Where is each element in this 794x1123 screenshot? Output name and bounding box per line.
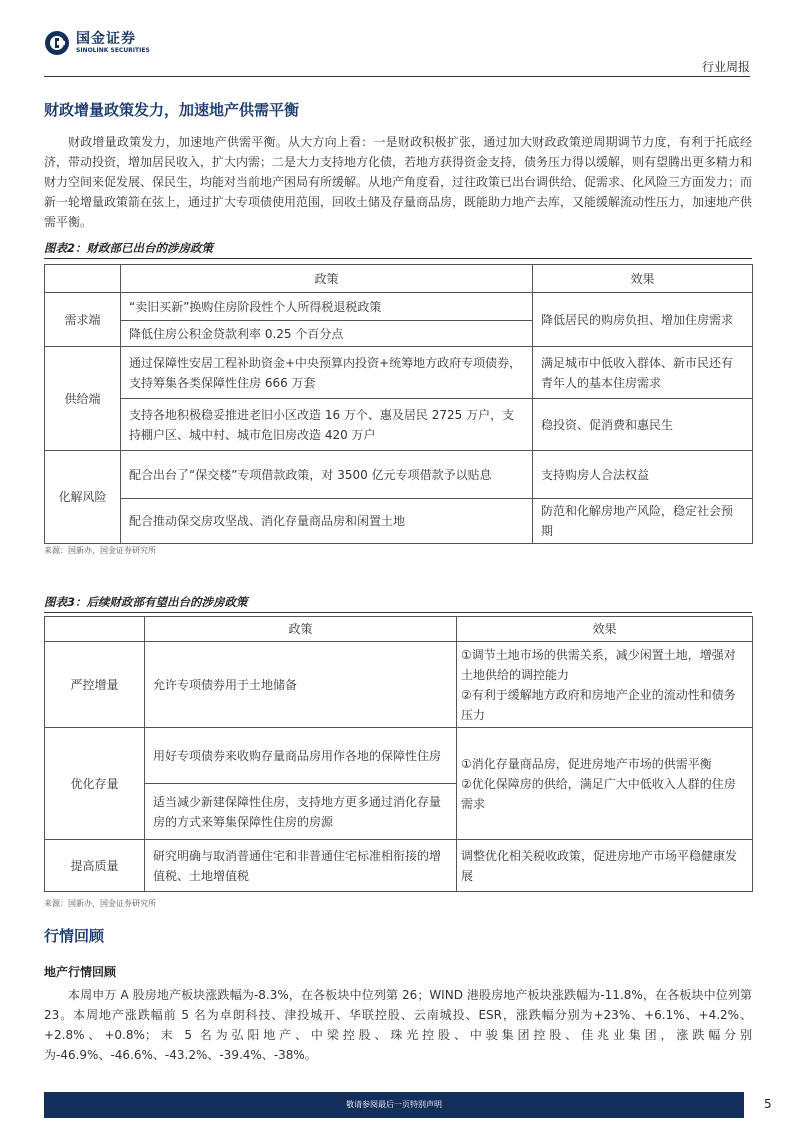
figure3-title: 图表3：后续财政部有望出台的涉房政策 [44,595,248,609]
category-cell: 需求端 [45,293,121,347]
table-header-row [45,617,753,642]
policy-cell: 支持各地积极稳妥推进老旧小区改造 16 万个、惠及居民 2725 万户，支持棚户区、城中村、城市危旧房改造 420 万户 [121,399,533,451]
table-header-effect: 效果 [533,265,753,293]
table-row [45,499,753,544]
section-title-market-review: 行情回顾 [44,927,105,945]
table-header-policy: 政策 [121,265,533,293]
category-cell: 提高质量 [45,840,145,892]
subsection-title-real-estate-market: 地产行情回顾 [44,965,117,979]
figure3-title-rule [44,612,752,613]
footer-disclaimer: 敬请参阅最后一页特别声明 [346,1100,442,1109]
policy-cell: 通过保障性安居工程补助资金+中央预算内投资+统筹地方政府专项债券，支持筹集各类保障性住房 666 万套 [121,347,533,399]
table-row [45,840,753,892]
policy-cell: 用好专项债券来收购存量商品房用作各地的保障性住房 [145,728,457,784]
table-row [45,399,753,451]
effect-cell: 稳投资、促消费和惠民生 [533,399,753,451]
market-review-paragraph: 本周申万 A 股房地产板块涨跌幅为-8.3%，在各板块中位列第 26；WIND 港股房地产板块涨跌幅为-11.8%，在各板块中位列第 23。本周地产涨跌幅前 5 名为卓朗科技、津投城开、华联控股、云南城投、ESR，涨跌幅分别为+23%、+6.1%、+4.2%、+2.8%、+0.8%；末 5 名为弘阳地产、中梁控股、珠光控股、中骏集团控股、佳兆业集团，涨跌幅分别为-46.9%、-46.6%、-43.2%、-39.4%、-38%。 [44,988,752,1062]
table-header-category [45,617,145,642]
figure2-source: 来源：国新办，国金证券研究所 [44,546,156,555]
logo-english-name: SINOLINK SECURITIES [76,46,150,54]
effect-cell: 支持购房人合法权益 [533,451,753,499]
policy-cell: 配合出台了“保交楼”专项借款政策，对 3500 亿元专项借款予以贴息 [121,451,533,499]
policy-cell: 适当减少新建保障性住房，支持地方更多通过消化存量房的方式来筹集保障性住房的房源 [145,784,457,840]
effect-cell: 调整优化相关税收政策，促进房地产市场平稳健康发展 [457,840,753,892]
category-cell: 严控增量 [45,642,145,728]
policy-cell: “卖旧买新”换购住房阶段性个人所得税退税政策 [121,293,533,321]
table-header-category [45,265,121,293]
policy-cell: 允许专项债券用于土地储备 [145,642,457,728]
section-title-fiscal-policy: 财政增量政策发力，加速地产供需平衡 [44,101,300,119]
policy-cell: 配合推动保交房攻坚战、消化存量商品房和闲置土地 [121,499,533,544]
table-row [45,347,753,399]
sinolink-logo-icon [44,30,70,56]
table-header-row [45,265,753,293]
category-cell: 供给端 [45,347,121,451]
logo-chinese-name: 国金证券 [76,30,136,47]
effect-cell: 降低居民的购房负担、增加住房需求 [533,293,753,347]
company-logo [44,30,150,56]
effect-cell: ①调节土地市场的供需关系，减少闲置土地，增强对土地供给的调控能力 ②有利于缓解地方政府和房地产企业的流动性和债务压力 [457,642,753,728]
header-divider [44,76,750,77]
table-header-policy: 政策 [145,617,457,642]
category-cell: 优化存量 [45,728,145,840]
figure2-title: 图表2：财政部已出台的涉房政策 [44,241,213,255]
effect-cell: ①消化存量商品房，促进房地产市场的供需平衡 ②优化保障房的供给，满足广大中低收入人群的住房需求 [457,728,753,840]
report-type: 行业周报 [701,60,750,74]
table-row [45,642,753,728]
page-header [0,0,794,80]
figure2-title-rule [44,258,752,259]
table-row [45,293,753,321]
policy-cell: 降低住房公积金贷款利率 0.25 个百分点 [121,321,533,347]
figure3-source: 来源：国新办，国金证券研究所 [44,899,156,908]
effect-cell: 满足城市中低收入群体、新市民还有青年人的基本住房需求 [533,347,753,399]
table-row [45,728,753,784]
effect-cell: 防范和化解房地产风险，稳定社会预期 [533,499,753,544]
table-header-effect: 效果 [457,617,753,642]
policy-cell: 研究明确与取消普通住宅和非普通住宅标准相衔接的增值税、土地增值税 [145,840,457,892]
page-number: 5 [764,1097,772,1111]
figure2-table [44,264,753,544]
category-cell: 化解风险 [45,451,121,544]
figure3-table [44,616,753,892]
fiscal-policy-paragraph: 财政增量政策发力，加速地产供需平衡。从大方向上看：一是财政积极扩张，通过加大财政政策逆周期调节力度，有利于托底经济，带动投资，增加居民收入，扩大内需；二是大力支持地方化债，若地方获得资金支持，债务压力得以缓解，则有望腾出更多精力和财力空间来促发展、保民生，均能对当前地产困局有所缓解。从地产角度看，过往政策已出台调供给、促需求、化风险三方面发力；而新一轮增量政策箭在弦上，通过扩大专项债使用范围，回收土储及存量商品房，既能助力地产去库，又能缓解流动性压力，加速地产供需平衡。 [44,135,753,229]
table-row [45,451,753,499]
